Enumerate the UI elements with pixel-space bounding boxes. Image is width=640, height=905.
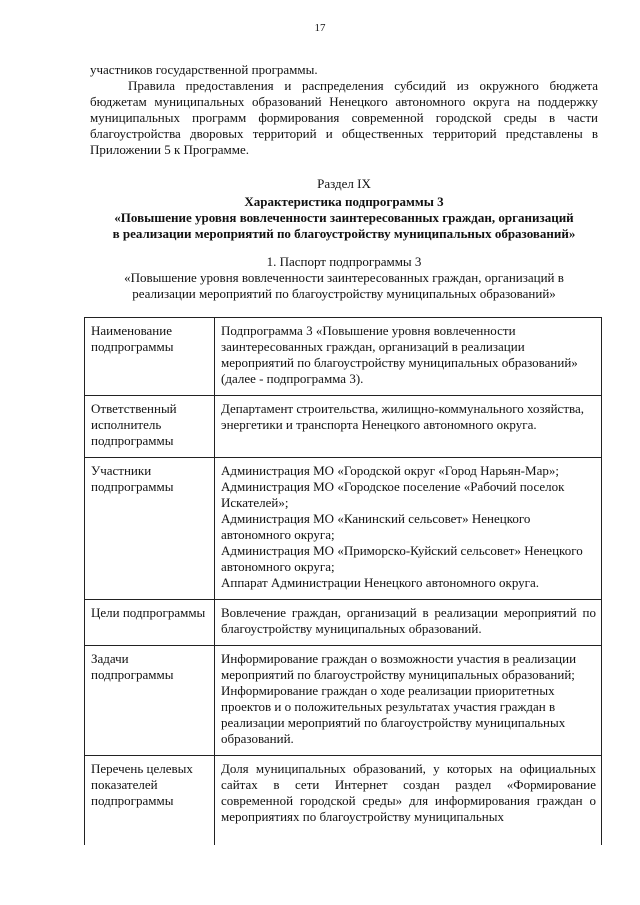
section-label: Раздел IX (317, 176, 371, 191)
row-value: Департамент строительства, жилищно-коммунального хозяйства, энергетики и транспорта Ненецкого автономного округа. (215, 396, 602, 458)
row-value: Доля муниципальных образований, у которых на официальных сайтах в сети Интернет создан раздел «Формирование современной городской среды» для информирования граждан о мероприятиях по благоустройству муниципальных (215, 756, 602, 846)
row-key: Задачи подпрограммы (85, 646, 215, 756)
row-value (215, 458, 602, 600)
intro-paragraph: Правила предоставления и распределения субсидий из окружного бюджета бюджетам муниципальных образований Ненецкого автономного округа на поддержку муниципальных программ формирования современной городской среды в части благоустройства дворовых территорий и общественных территорий представлены в Приложении 5 к Программе. (90, 78, 598, 157)
task-line: Информирование граждан о возможности участия в реализации мероприятий по благоустройству муниципальных образований; (221, 651, 577, 682)
participant-line: Администрация МО «Городское поселение «Рабочий поселок Искателей»; (221, 479, 565, 510)
row-key: Ответственный исполнитель подпрограммы (85, 396, 215, 458)
participant-line: Администрация МО «Городской округ «Город Нарьян-Мар»; (221, 463, 559, 478)
passport-table (84, 317, 602, 845)
row-value (215, 646, 602, 756)
table-row (85, 318, 602, 396)
table-row (85, 646, 602, 756)
table-row (85, 458, 602, 600)
section-title: Характеристика подпрограммы 3 (244, 194, 444, 209)
task-line: Информирование граждан о ходе реализации приоритетных проектов и о положительных результатах участия граждан в реализации мероприятий по благоустройству муниципальных образований. (221, 683, 566, 746)
passport-subtitle-line: реализации мероприятий по благоустройству муниципальных образований» (132, 286, 556, 301)
section-title-line: «Повышение уровня вовлеченности заинтересованных граждан, организаций (114, 210, 574, 225)
section-title-line: в реализации мероприятий по благоустройству муниципальных образований» (112, 226, 576, 241)
row-key: Участники подпрограммы (85, 458, 215, 600)
participant-line: Аппарат Администрации Ненецкого автономного округа. (221, 575, 540, 590)
passport-title: 1. Паспорт подпрограммы 3 (266, 254, 422, 269)
row-key: Цели подпрограммы (85, 600, 215, 646)
row-value: Вовлечение граждан, организаций в реализации мероприятий по благоустройству муниципальных образований. (215, 600, 602, 646)
passport-subtitle-line: «Повышение уровня вовлеченности заинтересованных граждан, организаций в (124, 270, 564, 285)
passport-heading (70, 254, 618, 302)
row-value: Подпрограмма 3 «Повышение уровня вовлеченности заинтересованных граждан, организаций в реализации мероприятий по благоустройству муниципальных образований» (далее - подпрограмма 3). (215, 318, 602, 396)
intro-text (90, 62, 598, 158)
page-number: 17 (314, 22, 326, 34)
section-heading (70, 176, 618, 242)
row-key: Наименование подпрограммы (85, 318, 215, 396)
row-key: Перечень целевых показателей подпрограммы (85, 756, 215, 846)
table-row (85, 600, 602, 646)
intro-line: участников государственной программы. (90, 62, 318, 77)
table-row (85, 756, 602, 846)
participant-line: Администрация МО «Канинский сельсовет» Ненецкого автономного округа; (221, 511, 531, 542)
table-row (85, 396, 602, 458)
participant-line: Администрация МО «Приморско-Куйский сельсовет» Ненецкого автономного округа; (221, 543, 583, 574)
